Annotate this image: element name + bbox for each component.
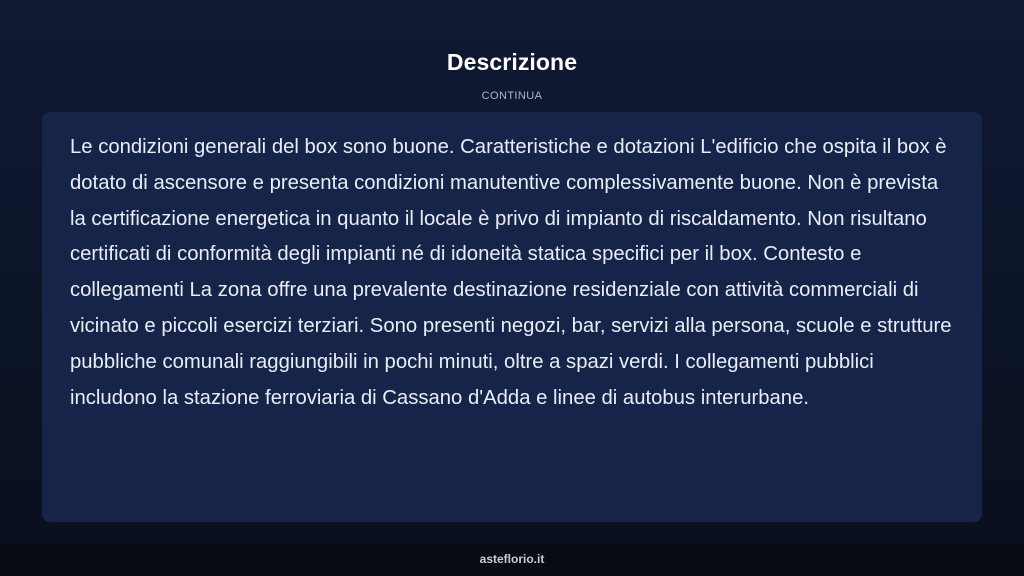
description-card [42, 112, 982, 522]
page-subtitle: CONTINUA [481, 90, 543, 102]
page-title: Descrizione [446, 49, 578, 75]
footer-site-label: asteflorio.it [479, 552, 545, 566]
description-text: Le condizioni generali del box sono buone. Caratteristiche e dotazioni L'edificio che ospita il box è dotato di ascensore e presenta condizioni manutentive complessivamente buone. Non è prevista la certificazione energetica in quanto il locale è privo di impianto di riscaldamento. Non risultano certificati di conformità degli impianti né di idoneità statica specifici per il box. Contesto e collegamenti La zona offre una prevalente destinazione residenziale con attività commerciali di vicinato e piccoli esercizi terziari. Sono presenti negozi, bar, servizi alla persona, scuole e strutture pubbliche comunali raggiungibili in pochi minuti, oltre a spazi verdi. I collegamenti pubblici includono la stazione ferroviaria di Cassano d'Adda e linee di autobus interurbane. [70, 136, 952, 409]
